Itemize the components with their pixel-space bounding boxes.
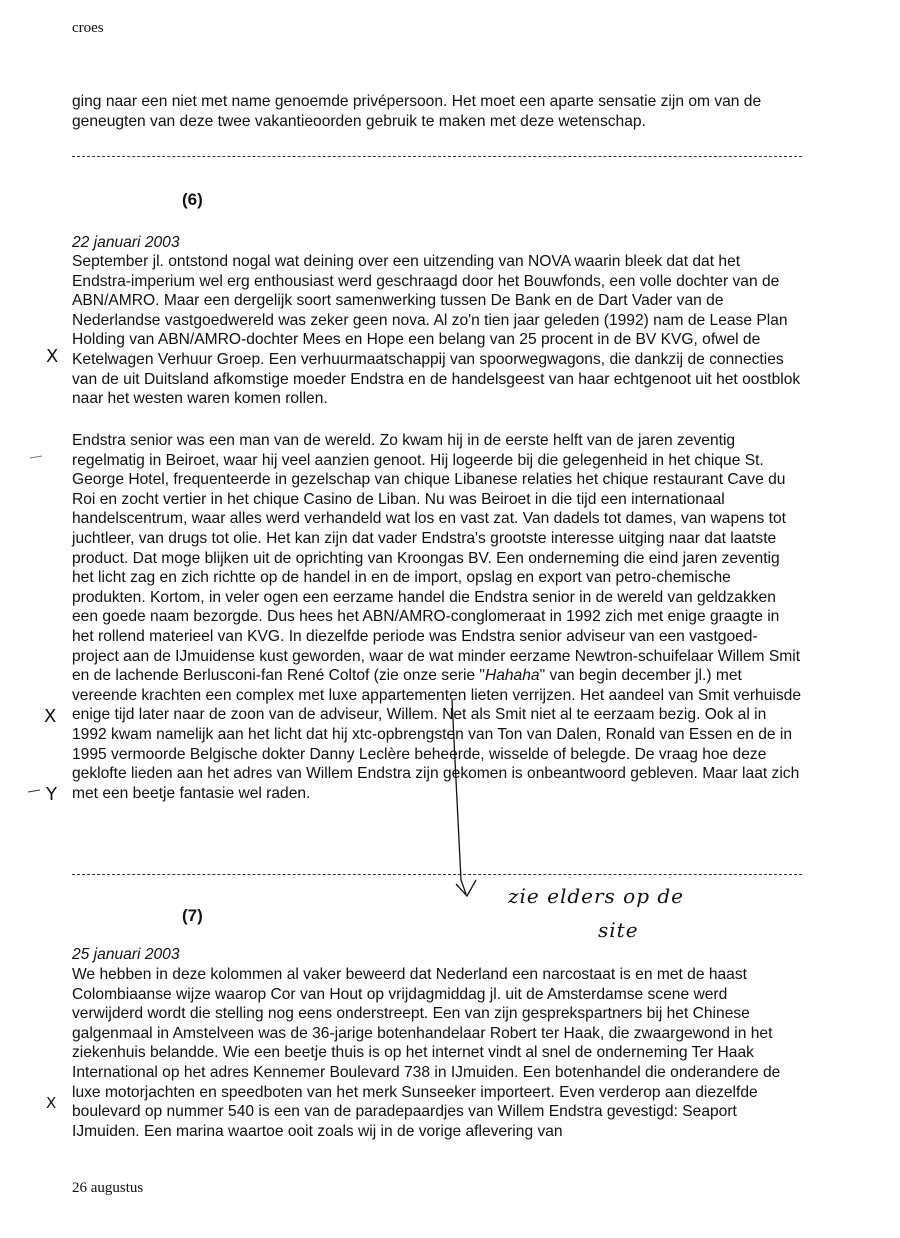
section-6-paragraph-2	[72, 431, 802, 803]
section-7-paragraph-1: We hebben in deze kolommen al vaker beweerd dat Nederland een narcostaat is en met de haast Colombiaanse wijze waarop Cor van Hout op vrijdagmiddag jl. uit de Amsterdamse scene werd verwijderd wordt die stelling nog eens onderstreept. Een van zijn gesprekspartners bij het Chinese galgenmaal in Amstelveen was de 36-jarige botenhandelaar Robert ter Haak, die zwaargewond in het ziekenhuis belandde. Wie een beetje thuis is op het internet vindt al snel de onderneming Ter Haak International op het adres Kennemer Boulevard 738 in IJmuiden. Een botenhandel die onderandere de luxe motorjachten en speedboten van het merk Sunseeker importeert. Even verderop aan diezelfde boulevard op nummer 540 is een van de paradepaardjes van Willem Endstra gevestigd: Seaport IJmuiden. Een marina waartoe ooit zoals wij in de vorige aflevering van	[72, 966, 781, 1140]
section-6-paragraph-1: September jl. ontstond nogal wat deining over een uitzending van NOVA waarin bleek dat dat het Endstra-imperium wel erg enthousiast werd geschraagd door het Bouwfonds, een volle dochter van de ABN/AMRO. Maar een dergelijk soort samenwerking tussen De Bank en de Dart Vader van de Nederlandse vastgoedwereld was zeker geen nova. Al zo'n tien jaar geleden (1992) nam de Lease Plan Holding van ABN/AMRO-dochter Mees en Hope een belang van 25 procent in de BV KVG, ofwel de Ketelwagen Verhuur Groep. Een verhuurmaatschappij van spoorwegwagons, die dankzij de connecties van de uit Duitsland afkomstige moeder Endstra en de handelsgeest van haar echtgenoot uit het oostblok naar het westen waren komen rollen.	[72, 253, 801, 408]
section-6-paragraph-2-text-b: " van begin december jl.) met vereende krachten een complex met luxe appartementen lieten verrijzen. Het aandeel van Smit verhuisde enige tijd later naar de zoon van de adviseur, Willem. Net als Smit niet al te eerzaam bezig. Ook al in 1992 kwam namelijk aan het licht dat hij xtc-opbrengsten van Ton van Dalen, Ronald van Essen en de in 1995 vermoorde Belgische dokter Danny Leclère beheerde, wisselde of belegde. De vraag hoe deze geklofte lieden aan het adres van Willem Endstra zijn gekomen is onbeantwoord gebleven. Maar laat zich met een beetje fantasie wel raden.	[72, 667, 801, 802]
handwritten-note-line-1: zie elders op de	[508, 884, 685, 908]
section-7-number: (7)	[182, 906, 203, 925]
margin-cross-mark: X	[46, 1094, 57, 1112]
section-6-number: (6)	[182, 190, 203, 209]
page-footer: 26 augustus	[72, 1180, 144, 1196]
section-6-series-title: Hahaha	[484, 667, 540, 685]
handwritten-note-line-2: site	[598, 918, 639, 942]
margin-check-mark: Y	[46, 784, 57, 805]
section-divider	[72, 156, 802, 157]
margin-cross-mark: X	[46, 346, 59, 367]
section-6-paragraph-2-text-a: Endstra senior was een man van de wereld. Zo kwam hij in de eerste helft van de jaren zeventig regelmatig in Beiroet, waar hij veel aanzien genoot. Hij logeerde bij die gelegenheid in het chique St. George Hotel, frequenteerde in gezelschap van chique Libanese relaties het chique restaurant Cave du Roi en zocht vertier in het chique Casino de Liban. Nu was Beiroet in die tijd een internationaal handelscentrum, waar alles werd verhandeld wat los en vast zat. Van dadels tot dames, van wapens tot juchtleer, van drugs tot olie. Het kan zijn dat vader Endstra's grootste interesse uitging naar dat laatste product. Dat moge blijken uit de oprichting van Kroongas BV. Een onderneming die eind jaren zeventig het licht zag en zich richtte op de handel in en de import, opslag en export van petro-chemische produkten. Kortom, in veler ogen een eerzame handel die Endstra senior in de wereld van geldzakken een goede naam bezorgde. Dus hees het ABN/AMRO-conglomeraat in 1992 zich met enige graagte in het rollend materieel van KVG. In diezelfde periode was Endstra senior adviseur van een vastgoed-project aan de IJmuidense kust geworden, waar de wat minder eerzame Newtron-schuifelaar Willem Smit en de lachende Berlusconi-fan René Coltof (zie onze serie "	[72, 432, 801, 685]
intro-paragraph: ging naar een niet met name genoemde privépersoon. Het moet een aparte sensatie zijn om van de geneugten van deze twee vakantieoorden gebruik te maken met deze wetenschap.	[72, 93, 762, 130]
section-7-date: 25 januari 2003	[72, 946, 180, 963]
page-header: croes	[72, 20, 104, 36]
section-divider	[72, 874, 802, 875]
section-6-date: 22 januari 2003	[72, 234, 180, 251]
margin-cross-mark: X	[44, 706, 57, 727]
